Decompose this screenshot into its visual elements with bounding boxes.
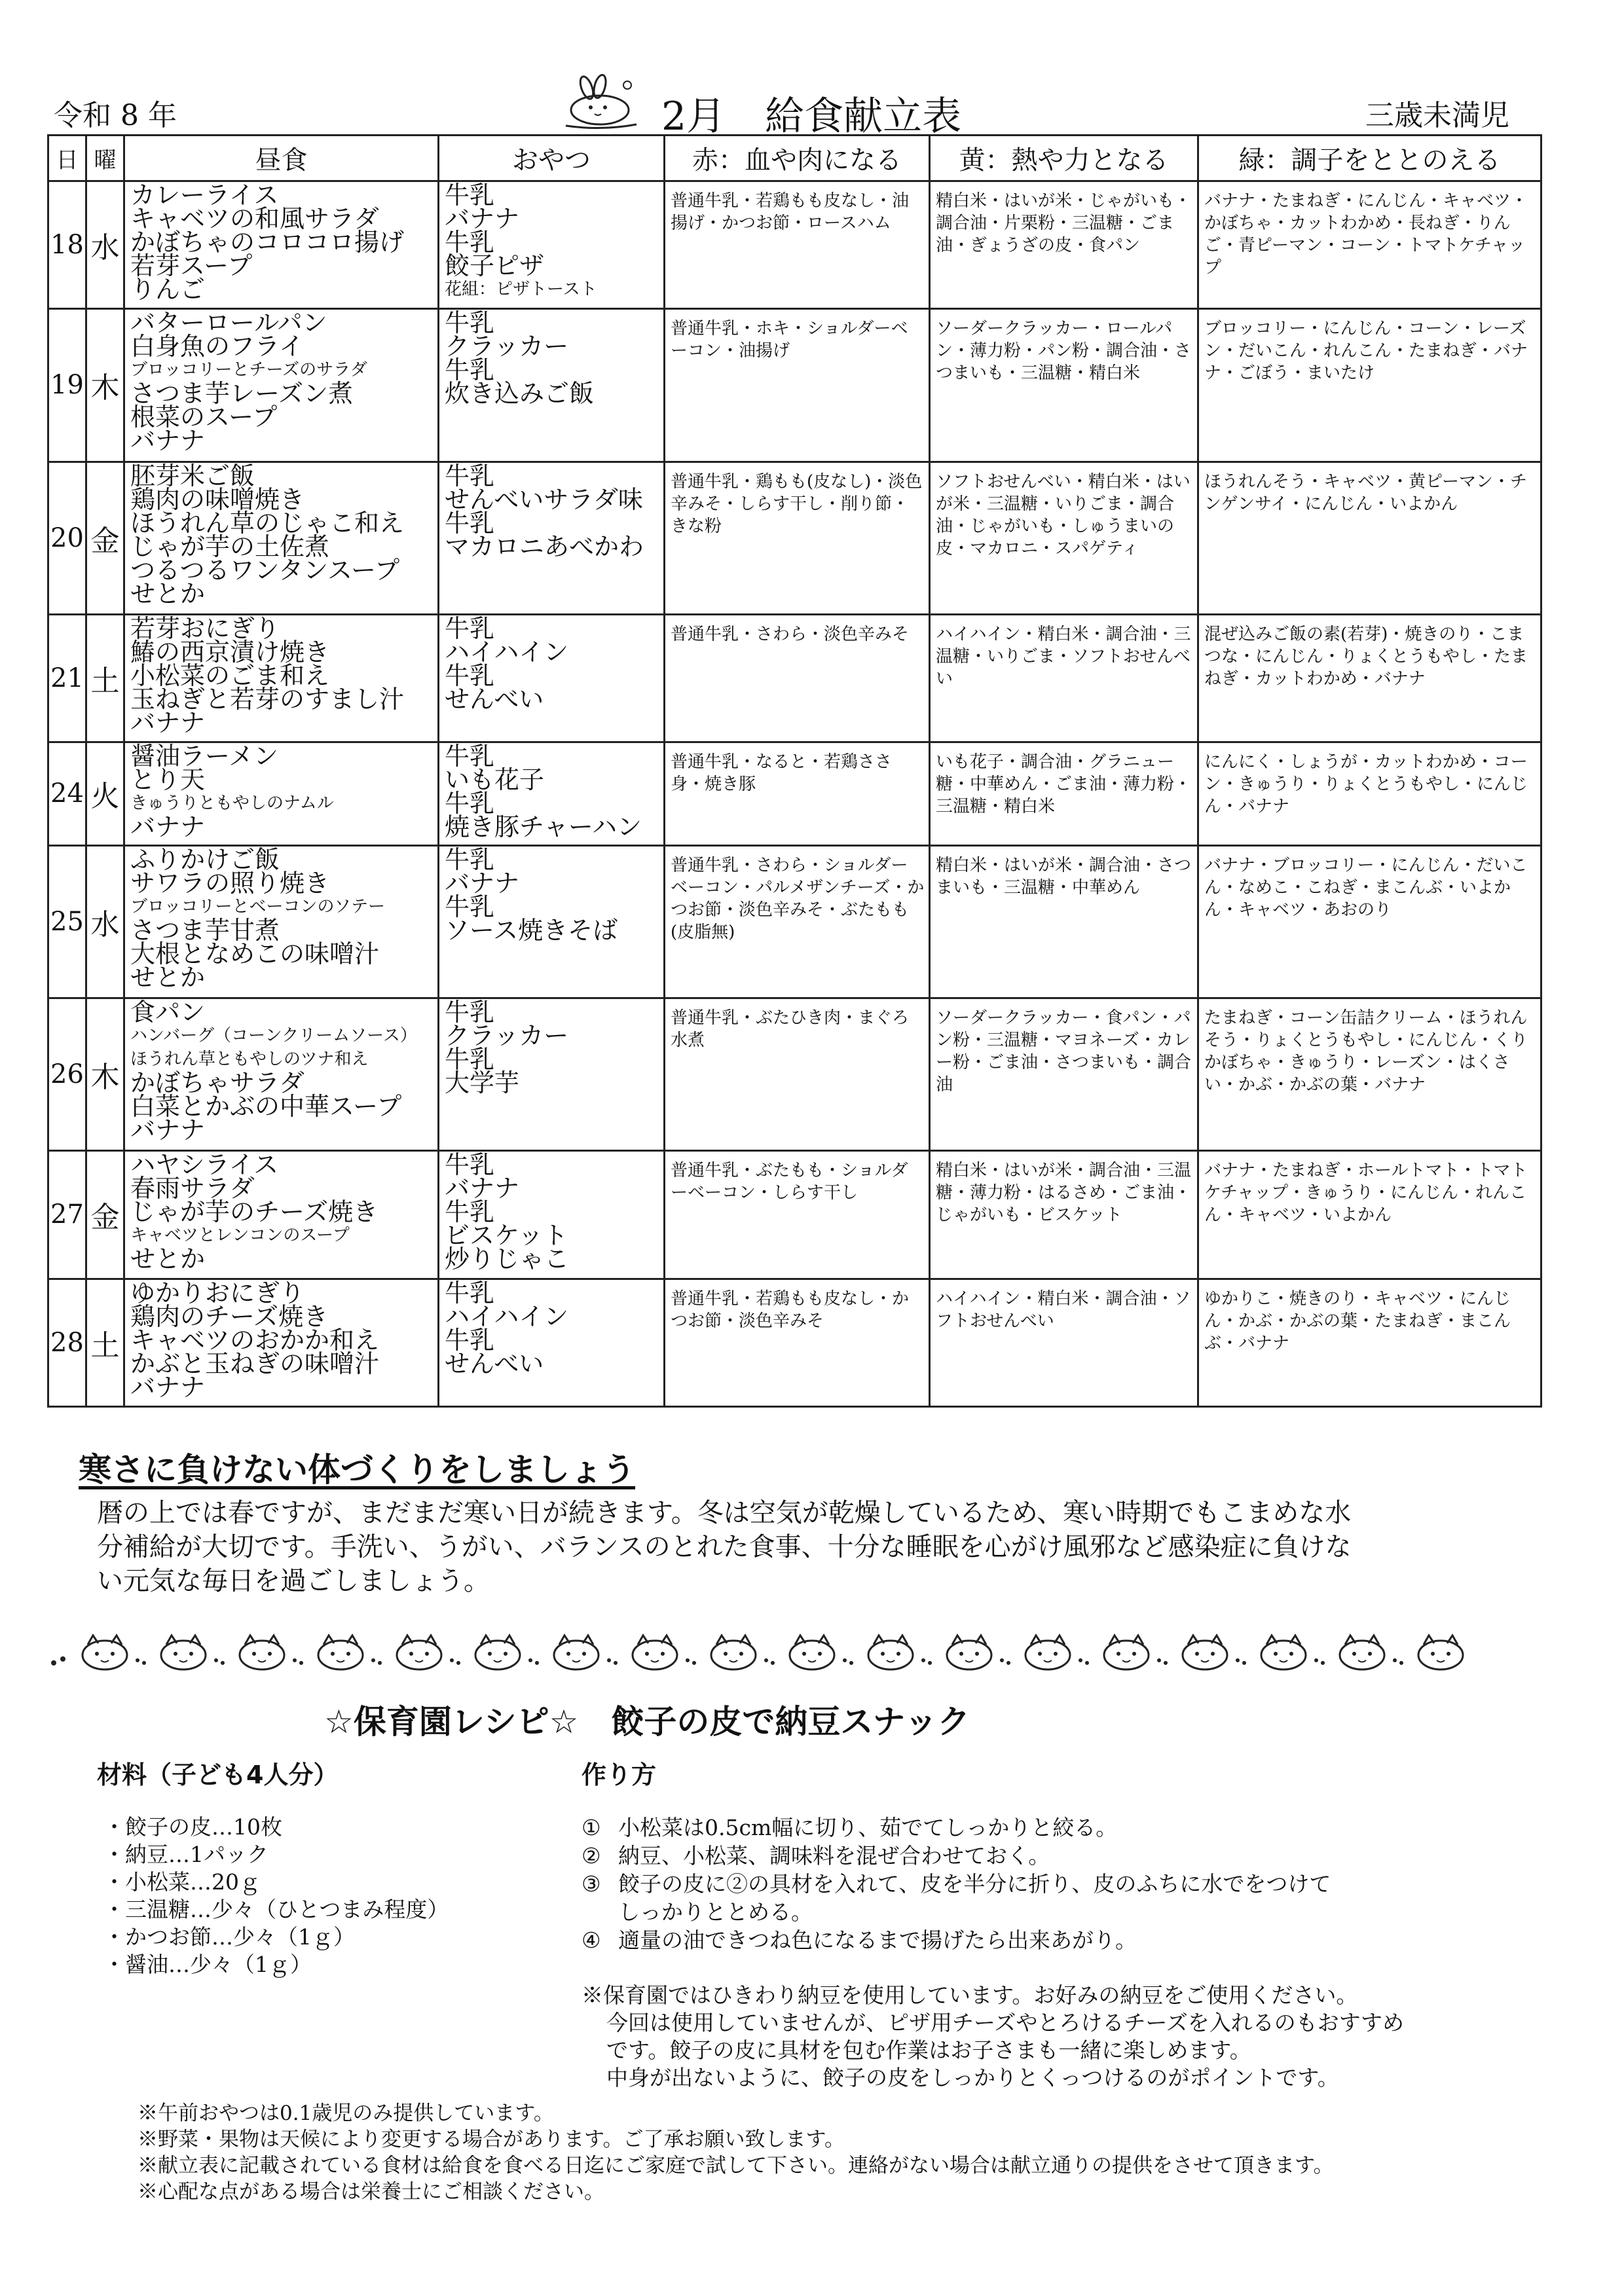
red-ingredients: 普通牛乳・若鶏もも皮なし・かつお節・淡色辛みそ [665, 1279, 930, 1406]
list-item: ・醤油…少々（1ｇ） [103, 1952, 312, 1977]
lunch-item: ほうれん草ともやしのツナ和え [130, 1049, 369, 1069]
green-ingredients: ゆかりこ・焼きのり・キャベツ・にんじん・かぶ・かぶの葉・たまねぎ・まこんぶ・バナナ [1198, 1279, 1541, 1406]
green-ingredients: バナナ・たまねぎ・にんじん・キャベツ・かぼちゃ・カットわかめ・長ねぎ・りんご・青ピーマン・コーン・トマトケチャップ [1198, 181, 1541, 309]
lunch-item: かぼちゃサラダ [130, 1068, 304, 1097]
step-number: ② [581, 1843, 601, 1868]
lunch-item: バナナ [130, 812, 206, 842]
list-item: ・餃子の皮…10枚 [103, 1814, 282, 1840]
table-row [48, 845, 1541, 998]
lunch-item: きゅうりともやしのナムル [130, 793, 334, 814]
table-row [48, 181, 1541, 309]
green-ingredients: たまねぎ・コーン缶詰クリーム・ほうれんそう・りょくとうもやし・にんじん・くりかぼちゃ・きゅうり・レーズン・はくさい・かぶ・かぶの葉・バナナ [1198, 998, 1541, 1150]
lunch-item: 小松菜のごま和え [130, 661, 330, 690]
yellow-ingredients: ソフトおせんべい・精白米・はいが米・三温糖・いりごま・調合油・じゃがいも・しゅうまいの皮・マカロニ・スパゲティ [930, 462, 1198, 614]
footnote-line: ※野菜・果物は天候により変更する場合があります。ご了承お願い致します。 [138, 2128, 845, 2151]
snack-item: ハイハイン [445, 637, 569, 666]
lunch-item: ハンバーグ（コーンクリームソース） [130, 1025, 417, 1046]
lunch-cell [124, 742, 439, 845]
snack-item: 焼き豚チャーハン [445, 812, 642, 842]
lunch-item: りんご [130, 275, 206, 304]
green-ingredients: 混ぜ込みご飯の素(若芽)・焼きのり・こまつな・にんじん・りょくとうもやし・たまねぎ・カットわかめ・バナナ [1198, 614, 1541, 742]
snack-cell [439, 845, 665, 998]
lunch-item: 醤油ラーメン [130, 742, 279, 771]
green-ingredients: にんにく・しょうが・カットわかめ・コーン・きゅうり・りょくとうもやし・にんじん・バナナ [1198, 742, 1541, 845]
lunch-item: せとか [130, 1245, 206, 1274]
lunch-item: 玉ねぎと若芽のすまし汁 [130, 684, 405, 714]
snack-item: 牛乳 [445, 1150, 495, 1180]
weekday: 火 [86, 742, 124, 845]
steps-heading: 作り方 [581, 1760, 657, 1789]
snack-item: 牛乳 [445, 742, 495, 771]
lunch-item: サワラの照り焼き [130, 868, 330, 898]
lunch-item: 若芽おにぎり [130, 613, 280, 643]
snack-item: せんべい [445, 1349, 544, 1378]
col-header-snack: おやつ [439, 136, 665, 181]
snack-item: 炒りじゃこ [445, 1245, 570, 1274]
col-header-yellow: 黄：熱や力となる [930, 136, 1198, 181]
col-header-lunch: 昼食 [124, 136, 439, 181]
yellow-ingredients: 精白米・はいが米・調合油・三温糖・薄力粉・はるさめ・ごま油・じゃがいも・ビスケット [930, 1151, 1198, 1279]
lunch-item: キャベツとレンコンのスープ [130, 1226, 350, 1246]
green-ingredients: ほうれんそう・キャベツ・黄ピーマン・チンゲンサイ・にんじん・いよかん [1198, 462, 1541, 614]
day-number: 26 [48, 998, 86, 1150]
weekday: 水 [86, 181, 124, 309]
red-ingredients: 普通牛乳・なると・若鶏ささ身・焼き豚 [665, 742, 930, 845]
snack-cell [439, 614, 665, 742]
snack-item: 牛乳 [445, 508, 495, 538]
step-text: 餃子の皮に②の具材を入れて、皮を半分に折り、皮のふちに水でをつけて しっかりととめる。 [618, 1871, 1331, 1925]
recipe-step [581, 1926, 1498, 1954]
lunch-item: ゆかりおにぎり [130, 1278, 305, 1307]
lunch-item: とり天 [130, 765, 206, 795]
table-row [48, 309, 1541, 462]
lunch-item: せとか [130, 579, 206, 608]
yellow-ingredients: 精白米・はいが米・じゃがいも・調合油・片栗粉・三温糖・ごま油・ぎょうざの皮・食パン [930, 181, 1198, 309]
snack-item: 炊き込みご飯 [445, 379, 595, 409]
snack-item: 牛乳 [445, 1197, 495, 1227]
col-header-green: 緑：調子をととのえる [1198, 136, 1541, 181]
snack-item: 餃子ピザ [445, 251, 545, 280]
snack-item: 牛乳 [445, 661, 495, 690]
green-ingredients: ブロッコリー・にんじん・コーン・レーズン・だいこん・れんこん・たまねぎ・バナナ・ごぼう・まいたけ [1198, 309, 1541, 462]
snack-item: 牛乳 [445, 308, 495, 338]
snack-cell [439, 998, 665, 1150]
lunch-item: かぼちゃのコロコロ揚げ [130, 228, 405, 257]
lunch-cell [124, 309, 439, 462]
table-row [48, 742, 1541, 845]
menu-table [47, 134, 1542, 1408]
footnotes [138, 2100, 1334, 2205]
snack-cell [439, 742, 665, 845]
lunch-cell [124, 1151, 439, 1279]
snack-item: 大学芋 [445, 1068, 520, 1097]
table-row [48, 1151, 1541, 1279]
step-text: 適量の油できつね色になるまで揚げたら出来あがり。 [618, 1927, 1137, 1953]
weekday: 土 [86, 614, 124, 742]
snack-cell [439, 309, 665, 462]
lunch-item: 若芽スープ [130, 251, 253, 280]
list-item: ・小松菜…20ｇ [103, 1869, 261, 1895]
yellow-ingredients: ハイハイン・精白米・調合油・ソフトおせんべい [930, 1279, 1198, 1406]
recipe-step [581, 1813, 1498, 1842]
red-ingredients: 普通牛乳・さわら・淡色辛みそ [665, 614, 930, 742]
lunch-cell [124, 181, 439, 309]
lunch-item: ブロッコリーとチーズのサラダ [130, 360, 367, 380]
table-row [48, 1279, 1541, 1406]
weekday: 木 [86, 998, 124, 1150]
table-row [48, 998, 1541, 1150]
snack-item: 牛乳 [445, 892, 495, 921]
day-number: 24 [48, 742, 86, 845]
red-ingredients: 普通牛乳・さわら・ショルダーベーコン・パルメザンチーズ・かつお節・淡色辛みそ・ぶたもも(皮脂無) [665, 845, 930, 998]
lunch-item: じゃが芋のチーズ焼き [130, 1197, 378, 1227]
snack-item: 牛乳 [445, 613, 495, 643]
lunch-item: 大根となめこの味噌汁 [130, 939, 380, 968]
snack-item: 牛乳 [445, 1278, 495, 1307]
snack-item: バナナ [445, 868, 520, 898]
snack-item: 牛乳 [445, 228, 495, 257]
lunch-cell [124, 1279, 439, 1406]
materials-list [103, 1813, 449, 1978]
lunch-item: じゃが芋の土佐煮 [130, 532, 330, 561]
steps-list [581, 1813, 1498, 1954]
lunch-item: キャベツの和風サラダ [130, 204, 379, 233]
lunch-item: 胚芽米ご飯 [130, 461, 255, 490]
snack-item: バナナ [445, 204, 520, 233]
footnote-line: ※午前おやつは0.1歳児のみ提供しています。 [138, 2102, 554, 2125]
footnote-line: ※献立表に記載されている食材は給食を食べる日迄にご家庭で試して下さい。連絡がない場合は献立通りの提供をさせて頂きます。 [138, 2154, 1334, 2178]
decorative-animal-border-icon [46, 1629, 1500, 1681]
weekday: 土 [86, 1279, 124, 1406]
health-section-body [97, 1496, 1472, 1598]
snack-item: いも花子 [445, 765, 545, 795]
step-number: ④ [581, 1927, 601, 1953]
lunch-cell [124, 845, 439, 998]
lunch-item: バナナ [130, 1372, 206, 1402]
materials-heading: 材料（子ども4人分） [97, 1760, 339, 1789]
snack-item: クラッカー [445, 1021, 569, 1050]
weekday: 水 [86, 845, 124, 998]
yellow-ingredients: 精白米・はいが米・調合油・さつまいも・三温糖・中華めん [930, 845, 1198, 998]
snack-item: 花組：ピザトースト [445, 280, 597, 299]
table-row [48, 462, 1541, 614]
col-header-day: 日 [48, 136, 86, 181]
yellow-ingredients: ハイハイン・精白米・調合油・三温糖・いりごま・ソフトおせんべい [930, 614, 1198, 742]
day-number: 19 [48, 309, 86, 462]
snack-item: ハイハイン [445, 1302, 569, 1331]
col-header-weekday: 曜 [86, 136, 124, 181]
red-ingredients: 普通牛乳・ぶたもも・ショルダーベーコン・しらす干し [665, 1151, 930, 1279]
lunch-item: さつま芋レーズン煮 [130, 379, 354, 409]
snack-item: クラッカー [445, 332, 569, 361]
lunch-item: 食パン [130, 997, 206, 1027]
snack-item: 牛乳 [445, 461, 495, 490]
red-ingredients: 普通牛乳・若鶏もも皮なし・油揚げ・かつお節・ロースハム [665, 181, 930, 309]
snack-item: バナナ [445, 1174, 520, 1203]
list-item: ・納豆…1パック [103, 1842, 268, 1867]
yellow-ingredients: いも花子・調合油・グラニュー糖・中華めん・ごま油・薄力粉・三温糖・精白米 [930, 742, 1198, 845]
red-ingredients: 普通牛乳・鶏もも(皮なし)・淡色辛みそ・しらす干し・削り節・きな粉 [665, 462, 930, 614]
snack-item: 牛乳 [445, 1325, 495, 1355]
snack-item: せんべい [445, 684, 544, 714]
lunch-item: 白菜とかぶの中華スープ [130, 1091, 402, 1121]
recipe-step [581, 1842, 1498, 1870]
lunch-item: ブロッコリーとベーコンのソテー [130, 896, 385, 917]
snack-item: 牛乳 [445, 789, 495, 818]
yellow-ingredients: ソーダークラッカー・ロールパン・薄力粉・パン粉・調合油・さつまいも・三温糖・精白米 [930, 309, 1198, 462]
snack-cell [439, 1151, 665, 1279]
note-line: 中身が出ないように、餃子の皮をしっかりとくっつけるのがポイントです。 [606, 2065, 1339, 2090]
age-group-label: 三歳未満児 [1365, 99, 1509, 132]
section-line: 暦の上では春ですが、まだまだ寒い日が続きます。冬は空気が乾燥しているため、寒い時期でもこまめな水 [97, 1498, 1352, 1528]
health-section-title: 寒さに負けない体づくりをしましょう [79, 1451, 635, 1489]
weekday: 金 [86, 462, 124, 614]
snack-item: せんべいサラダ味 [445, 484, 643, 514]
table-row [48, 614, 1541, 742]
lunch-item: 鶏肉の味噌焼き [130, 484, 305, 514]
lunch-item: ハヤシライス [130, 1150, 279, 1180]
green-ingredients: バナナ・ブロッコリー・にんじん・だいこん・なめこ・こねぎ・まこんぶ・いよかん・キャベツ・あおのり [1198, 845, 1541, 998]
lunch-item: ほうれん草のじゃこ和え [130, 508, 405, 538]
step-number: ③ [581, 1871, 601, 1897]
weekday: 金 [86, 1151, 124, 1279]
snack-cell [439, 462, 665, 614]
snack-item: ビスケット [445, 1221, 568, 1250]
list-item: ・三温糖…少々（ひとつまみ程度） [103, 1897, 449, 1922]
snack-item: マカロニあべかわ [445, 532, 644, 561]
day-number: 28 [48, 1279, 86, 1406]
yellow-ingredients: ソーダークラッカー・食パン・パン粉・三温糖・マヨネーズ・カレー粉・ごま油・さつまいも・調合油 [930, 998, 1198, 1150]
day-number: 21 [48, 614, 86, 742]
recipe-step [581, 1870, 1498, 1926]
lunch-item: せとか [130, 962, 206, 992]
snack-item: ソース焼きそば [445, 915, 618, 945]
lunch-cell [124, 462, 439, 614]
red-ingredients: 普通牛乳・ホキ・ショルダーベーコン・油揚げ [665, 309, 930, 462]
green-ingredients: バナナ・たまねぎ・ホールトマト・トマトケチャップ・きゅうり・にんじん・れんこん・キャベツ・いよかん [1198, 1151, 1541, 1279]
lunch-item: 白身魚のフライ [130, 332, 304, 361]
lunch-item: 鰆の西京漬け焼き [130, 637, 330, 666]
snack-item: 牛乳 [445, 1044, 495, 1074]
lunch-item: 根菜のスープ [130, 403, 278, 432]
step-text: 小松菜は0.5cm幅に切り、茹でてしっかりと絞る。 [618, 1815, 1118, 1840]
snack-cell [439, 181, 665, 309]
snack-item: 牛乳 [445, 355, 495, 385]
step-text: 納豆、小松菜、調味料を混ぜ合わせておく。 [618, 1843, 1050, 1868]
lunch-item: さつま芋甘煮 [130, 915, 280, 945]
lunch-item: カレーライス [130, 181, 279, 210]
era-label: 令和 8 年 [54, 99, 177, 132]
snack-item: 牛乳 [445, 845, 495, 874]
step-number: ① [581, 1815, 601, 1840]
lunch-item: キャベツのおかか和え [130, 1325, 380, 1355]
section-line: 分補給が大切です。手洗い、うがい、バランスのとれた食事、十分な睡眠を心がけ風邪など感染症に負けな [97, 1532, 1352, 1562]
note-line: 今回は使用していませんが、ピザ用チーズやとろけるチーズを入れるのもおすすめ [606, 2010, 1405, 2035]
day-number: 18 [48, 181, 86, 309]
lunch-item: バナナ [130, 708, 206, 737]
day-number: 20 [48, 462, 86, 614]
recipe-notes [581, 1982, 1538, 2092]
day-number: 27 [48, 1151, 86, 1279]
footnote-line: ※心配な点がある場合は栄養士にご相談ください。 [138, 2180, 604, 2204]
lunch-item: かぶと玉ねぎの味噌汁 [130, 1349, 380, 1378]
day-number: 25 [48, 845, 86, 998]
red-ingredients: 普通牛乳・ぶたひき肉・まぐろ水煮 [665, 998, 930, 1150]
lunch-item: バターロールパン [130, 308, 327, 338]
snack-item: 牛乳 [445, 997, 495, 1027]
table-header-row [48, 136, 1541, 181]
lunch-item: 春雨サラダ [130, 1174, 255, 1203]
note-line: です。餃子の皮に具材を包む作業はお子さまも一緒に楽しめます。 [606, 2037, 1251, 2063]
list-item: ・かつお節…少々（1ｇ） [103, 1924, 355, 1950]
col-header-red: 赤：血や肉になる [665, 136, 930, 181]
snack-item: 牛乳 [445, 181, 495, 210]
lunch-cell [124, 614, 439, 742]
lunch-item: ふりかけご飯 [130, 845, 280, 874]
recipe-title: ☆保育園レシピ☆ 餃子の皮で納豆スナック [324, 1703, 970, 1741]
weekday: 木 [86, 309, 124, 462]
rabbit-logo-icon [562, 73, 640, 130]
lunch-cell [124, 998, 439, 1150]
note-line: ※保育園ではひきわり納豆を使用しています。お好みの納豆をご使用ください。 [581, 1982, 1358, 2008]
snack-cell [439, 1279, 665, 1406]
page-title: 2月 給食献立表 [661, 94, 962, 139]
section-line: い元気な毎日を過ごしましょう。 [97, 1566, 490, 1596]
lunch-item: バナナ [130, 426, 206, 456]
lunch-item: つるつるワンタンスープ [130, 555, 400, 585]
lunch-item: 鶏肉のチーズ焼き [130, 1302, 329, 1331]
lunch-item: バナナ [130, 1115, 206, 1144]
